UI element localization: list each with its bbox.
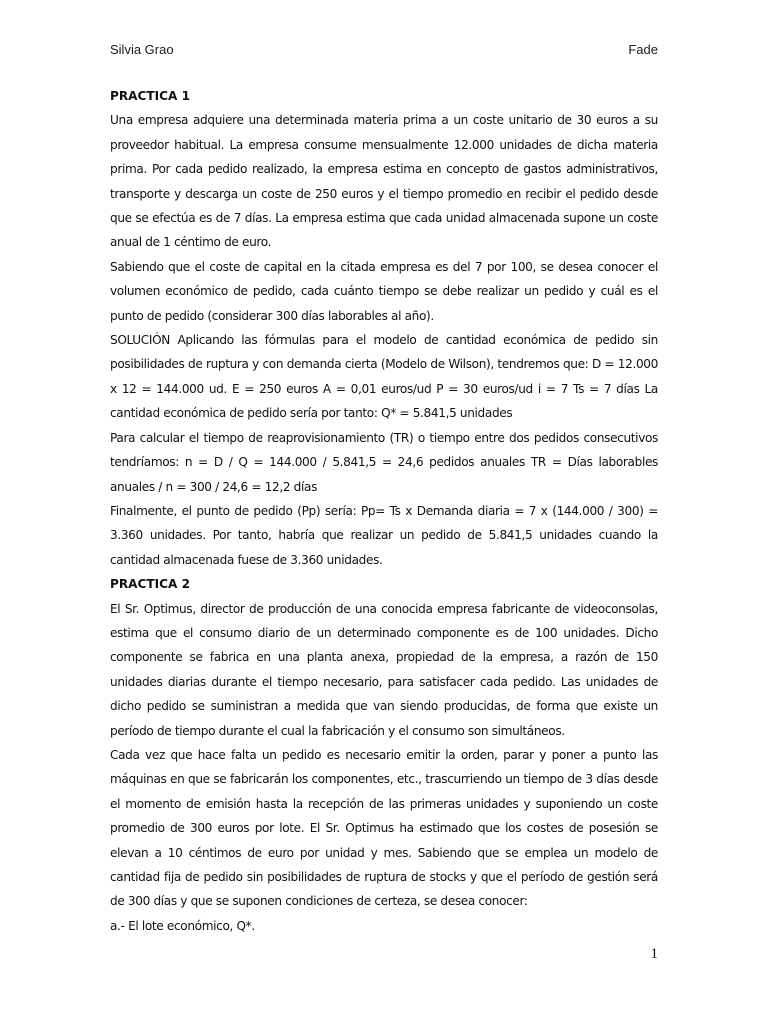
paragraph-problem-statement: Una empresa adquiere una determinada materia prima a un coste unitario de 30 euros a su proveedor habitual. La empresa consume mensualmente 12.000 unidades de dicha materia prima. Por cada pedido realizado, la empresa estima en concepto de gastos administrativos, transporte y descarga un coste de 250 euros y el tiempo promedio en recibir el pedido desde que se efectúa es de 7 días. La empresa estima que cada unidad almacenada supone un coste anual de 1 céntimo de euro.: [110, 113, 658, 250]
paragraph-optimus-intro: El Sr. Optimus, director de producción de una conocida empresa fabricante de videoconsolas, estima que el consumo diario de un determinado componente es de 100 unidades. Dicho componente se fabrica en una planta anexa, propiedad de la empresa, a razón de 150 unidades diarias durante el tiempo necesario, para satisfacer cada pedido. Las unidades de dicho pedido se suministran a medida que van siendo producidas, de forma que existe un período de tiempo durante el cual la fabricación y el consumo son simultáneos.: [110, 601, 658, 738]
paragraph-question: Sabiendo que el coste de capital en la citada empresa es del 7 por 100, se desea conocer el volumen económico de pedido, cada cuánto tiempo se debe realizar un pedido y cuál es el punto de pedido (considerar 300 días laborables al año).: [110, 259, 658, 323]
document-body: [110, 84, 658, 938]
paragraph-optimus-costs: Cada vez que hace falta un pedido es necesario emitir la orden, parar y poner a punto las máquinas en que se fabricarán los componentes, etc., trascurriendo un tiempo de 3 días desde el momento de emisión hasta la recepción de las primeras unidades y suponiendo un coste promedio de 300 euros por lote. El Sr. Optimus ha estimado que los costes de posesión se elevan a 10 céntimos de euro por unidad y mes. Sabiendo que se emplea un modelo de cantidad fija de pedido sin posibilidades de ruptura de stocks y que el período de gestión será de 300 días y que se suponen condiciones de certeza, se desea conocer:: [110, 747, 658, 909]
section-heading-practica-1: PRACTICA 1: [110, 89, 191, 103]
page-number: 1: [650, 946, 658, 962]
header-author: Silvia Grao: [110, 42, 174, 57]
section-heading-practica-2: PRACTICA 2: [110, 577, 191, 592]
header-title: Fade: [628, 42, 658, 57]
paragraph-reorder-point: Finalmente, el punto de pedido (Pp) sería: Pp= Ts x Demanda diaria = 7 x (144.000 / 300) = 3.360 unidades. Por tanto, habría que realizar un pedido de 5.841,5 unidades cuando la cantidad almacenada fuese de 3.360 unidades.: [110, 503, 658, 567]
paragraph-solution: SOLUCIÓN Aplicando las fórmulas para el modelo de cantidad económica de pedido sin posibilidades de ruptura y con demanda cierta (Modelo de Wilson), tendremos que: D = 12.000 x 12 = 144.000 ud. E = 250 euros A = 0,01 euros/ud P = 30 euros/ud i = 7 Ts = 7 días La cantidad económica de pedido sería por tanto: Q* = 5.841,5 unidades: [110, 333, 658, 421]
paragraph-question-a: a.- El lote económico, Q*.: [110, 918, 255, 933]
paragraph-reorder-time: Para calcular el tiempo de reaprovisionamiento (TR) o tiempo entre dos pedidos consecutivos tendríamos: n = D / Q = 144.000 / 5.841,5 = 24,6 pedidos anuales TR = Días laborables anuales / n = 300 / 24,6 = 12,2 días: [110, 430, 658, 494]
